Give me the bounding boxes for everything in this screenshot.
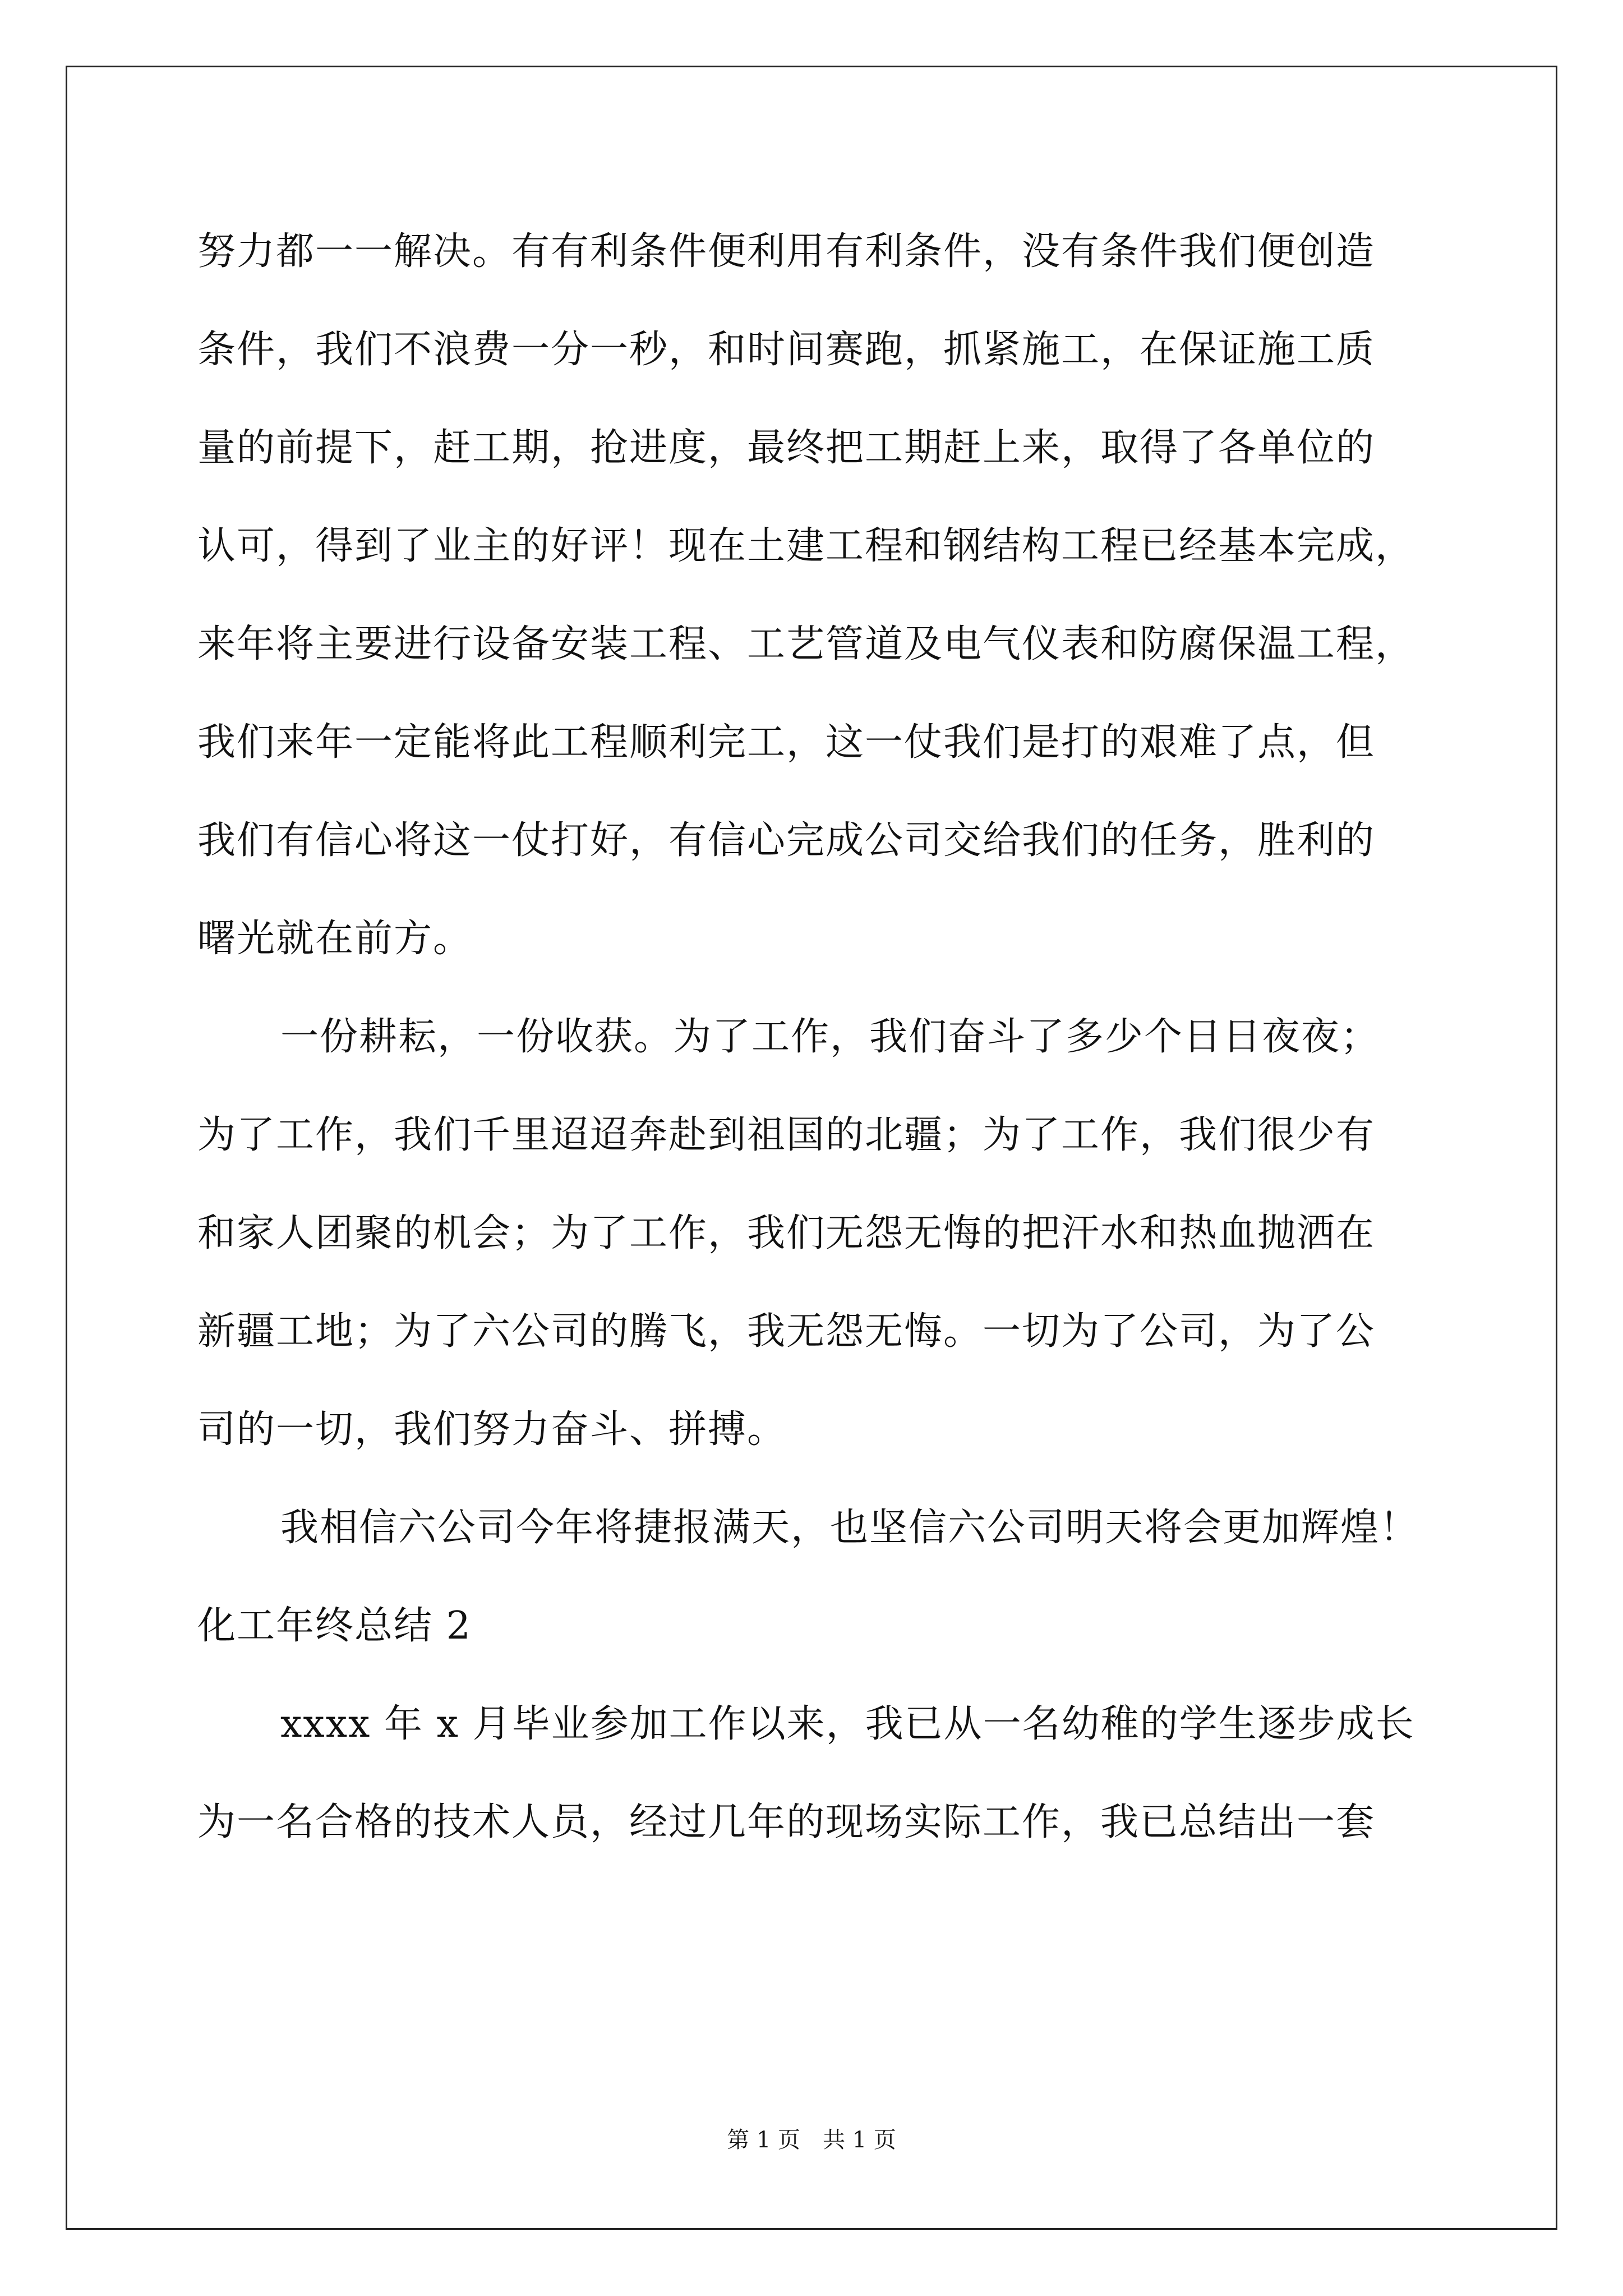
text-line: 我相信六公司今年将捷报满天，也坚信六公司明天将会更加辉煌！ [280, 1506, 1419, 1550]
text-line: 新疆工地；为了六公司的腾飞，我无怨无悔。一切为了公司，为了公 [197, 1309, 1376, 1354]
text-line: 我们有信心将这一仗打好，有信心完成公司交给我们的任务，胜利的 [197, 818, 1376, 863]
text-line: 来年将主要进行设备安装工程、工艺管道及电气仪表和防腐保温工程， [197, 622, 1415, 666]
text-line: xxxx 年 x 月毕业参加工作以来，我已从一名幼稚的学生逐步成长 [280, 1702, 1415, 1746]
section-heading: 化工年终总结 2 [197, 1604, 472, 1648]
text-line: 和家人团聚的机会；为了工作，我们无怨无悔的把汗水和热血抛洒在 [197, 1211, 1376, 1255]
text-line: 为一名合格的技术人员，经过几年的现场实际工作，我已总结出一套 [197, 1800, 1376, 1844]
text-line: 我们来年一定能将此工程顺利完工，这一仗我们是打的艰难了点，但 [197, 720, 1376, 765]
text-line: 曙光就在前方。 [197, 917, 473, 961]
text-line: 努力都一一解决。有有利条件便利用有利条件，没有条件我们便创造 [197, 229, 1376, 274]
page-footer: 第 1 页 共 1 页 [727, 2127, 896, 2153]
text-line: 一份耕耘，一份收获。为了工作，我们奋斗了多少个日日夜夜； [280, 1015, 1380, 1059]
text-line: 认可，得到了业主的好评！现在土建工程和钢结构工程已经基本完成， [197, 524, 1415, 568]
text-line: 为了工作，我们千里迢迢奔赴到祖国的北疆；为了工作，我们很少有 [197, 1113, 1376, 1157]
text-line: 量的前提下，赶工期，抢进度，最终把工期赶上来，取得了各单位的 [197, 426, 1376, 470]
text-line: 司的一切，我们努力奋斗、拼搏。 [197, 1407, 787, 1452]
text-line: 条件，我们不浪费一分一秒，和时间赛跑，抓紧施工，在保证施工质 [197, 328, 1376, 372]
